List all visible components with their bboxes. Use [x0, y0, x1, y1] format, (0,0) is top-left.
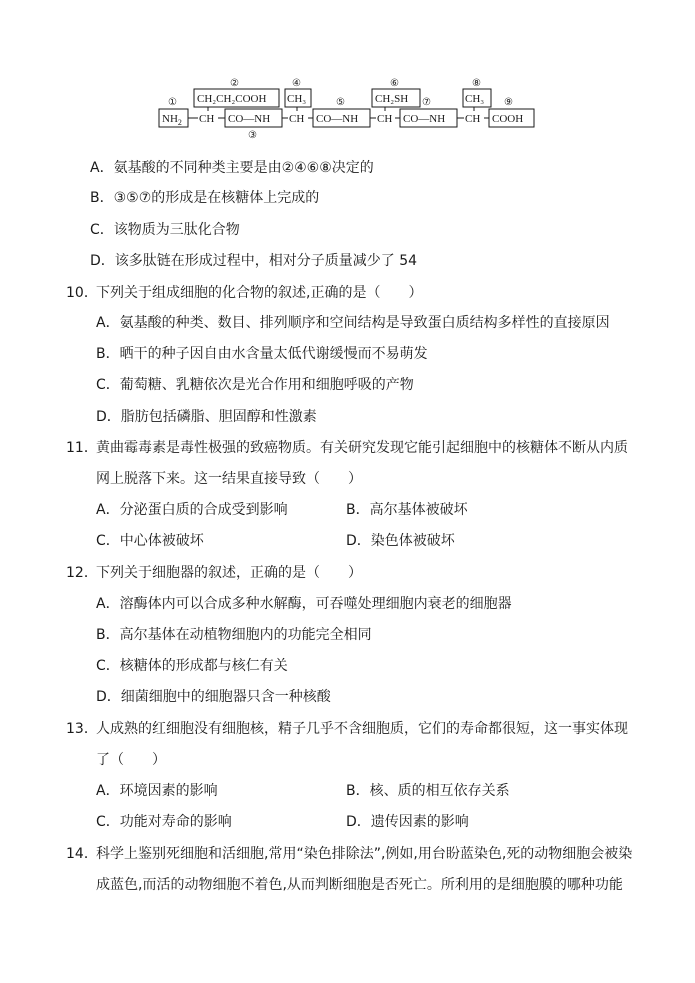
q9-option-d: D．该多肽链在形成过程中，相对分子质量减少了 54: [90, 253, 418, 269]
alpha-carbon-1: CH: [199, 113, 215, 125]
q13-option-b: B．核、质的相互依存关系: [346, 783, 510, 799]
carboxyl-group: COOH: [492, 113, 524, 125]
q11-stem-line1: 黄曲霉毒素是毒性极强的致癌物质。有关研究发现它能引起细胞中的核糖体不断从内质: [96, 440, 628, 456]
q14-number: 14．: [66, 846, 98, 862]
peptide-bond-2: CO—NH: [316, 113, 359, 125]
q11-option-d: D．染色体被破坏: [346, 533, 455, 549]
r-group-4: CH₃: [465, 93, 485, 105]
peptide-diagram: [150, 74, 540, 144]
q10-option-c: C．葡萄糖、乳糖依次是光合作用和细胞呼吸的产物: [96, 377, 414, 393]
q12-option-c: C．核糖体的形成都与核仁有关: [96, 658, 288, 674]
label-8: ⑧: [472, 78, 481, 89]
q10-option-b: B．晒干的种子因自由水含量太低代谢缓慢而不易萌发: [96, 346, 428, 362]
q14-stem-line2: 成蓝色,而活的动物细胞不着色,从而判断细胞是否死亡。所利用的是细胞膜的哪种功能: [96, 877, 623, 893]
q13-stem-line2: 了（ ）: [96, 752, 166, 768]
label-5: ⑤: [336, 97, 345, 108]
q11-option-c: C．中心体被破坏: [96, 533, 204, 549]
q10-stem: 下列关于组成细胞的化合物的叙述,正确的是（ ）: [96, 285, 423, 301]
q10-option-a: A．氨基酸的种类、数目、排列顺序和空间结构是导致蛋白质结构多样性的直接原因: [96, 315, 610, 331]
label-2: ②: [230, 78, 239, 89]
q13-option-d: D．遗传因素的影响: [346, 814, 469, 830]
r-group-2: CH₃: [287, 93, 307, 105]
alpha-carbon-3: CH: [377, 113, 393, 125]
alpha-carbon-4: CH: [465, 113, 481, 125]
q10-number: 10．: [66, 285, 98, 301]
q12-option-a: A．溶酶体内可以合成多种水解酶，可吞噬处理细胞内衰老的细胞器: [96, 596, 512, 612]
label-3: ③: [248, 130, 257, 141]
label-9: ⑨: [504, 97, 513, 108]
label-4: ④: [292, 78, 301, 89]
q13-number: 13．: [66, 721, 98, 737]
peptide-bond-1: CO—NH: [228, 113, 271, 125]
r-group-3: CH₂SH: [375, 93, 409, 105]
q12-option-d: D．细菌细胞中的细胞器只含一种核酸: [96, 689, 331, 705]
q9-option-c: C．该物质为三肽化合物: [90, 222, 240, 238]
q12-stem: 下列关于细胞器的叙述，正确的是（ ）: [96, 565, 362, 581]
q12-option-b: B．高尔基体在动植物细胞内的功能完全相同: [96, 627, 372, 643]
q13-option-a: A．环境因素的影响: [96, 783, 218, 799]
peptide-bond-3: CO—NH: [403, 113, 446, 125]
q11-option-b: B．高尔基体被破坏: [346, 502, 468, 518]
q12-number: 12．: [66, 565, 98, 581]
q14-stem-line1: 科学上鉴别死细胞和活细胞,常用“染色排除法”,例如,用台盼蓝染色,死的动物细胞会被染: [96, 846, 633, 862]
q9-option-a: A．氨基酸的不同种类主要是由②④⑥⑧决定的: [90, 160, 374, 176]
label-6: ⑥: [390, 78, 399, 89]
label-7: ⑦: [422, 97, 431, 108]
q11-stem-line2: 网上脱落下来。这一结果直接导致（ ）: [96, 471, 362, 487]
q9-option-b: B．③⑤⑦的形成是在核糖体上完成的: [90, 190, 320, 206]
alpha-carbon-2: CH: [289, 113, 305, 125]
amino-group: $NH_2$: [162, 113, 182, 127]
q13-option-c: C．功能对寿命的影响: [96, 814, 232, 830]
q11-option-a: A．分泌蛋白质的合成受到影响: [96, 502, 288, 518]
q13-stem-line1: 人成熟的红细胞没有细胞核，精子几乎不含细胞质，它们的寿命都很短，这一事实体现: [96, 721, 628, 737]
q11-number: 11．: [66, 440, 98, 456]
q10-option-d: D．脂肪包括磷脂、胆固醇和性激素: [96, 409, 317, 425]
r-group-1: CH₂CH₂COOH: [197, 93, 267, 105]
label-1: ①: [168, 97, 177, 108]
